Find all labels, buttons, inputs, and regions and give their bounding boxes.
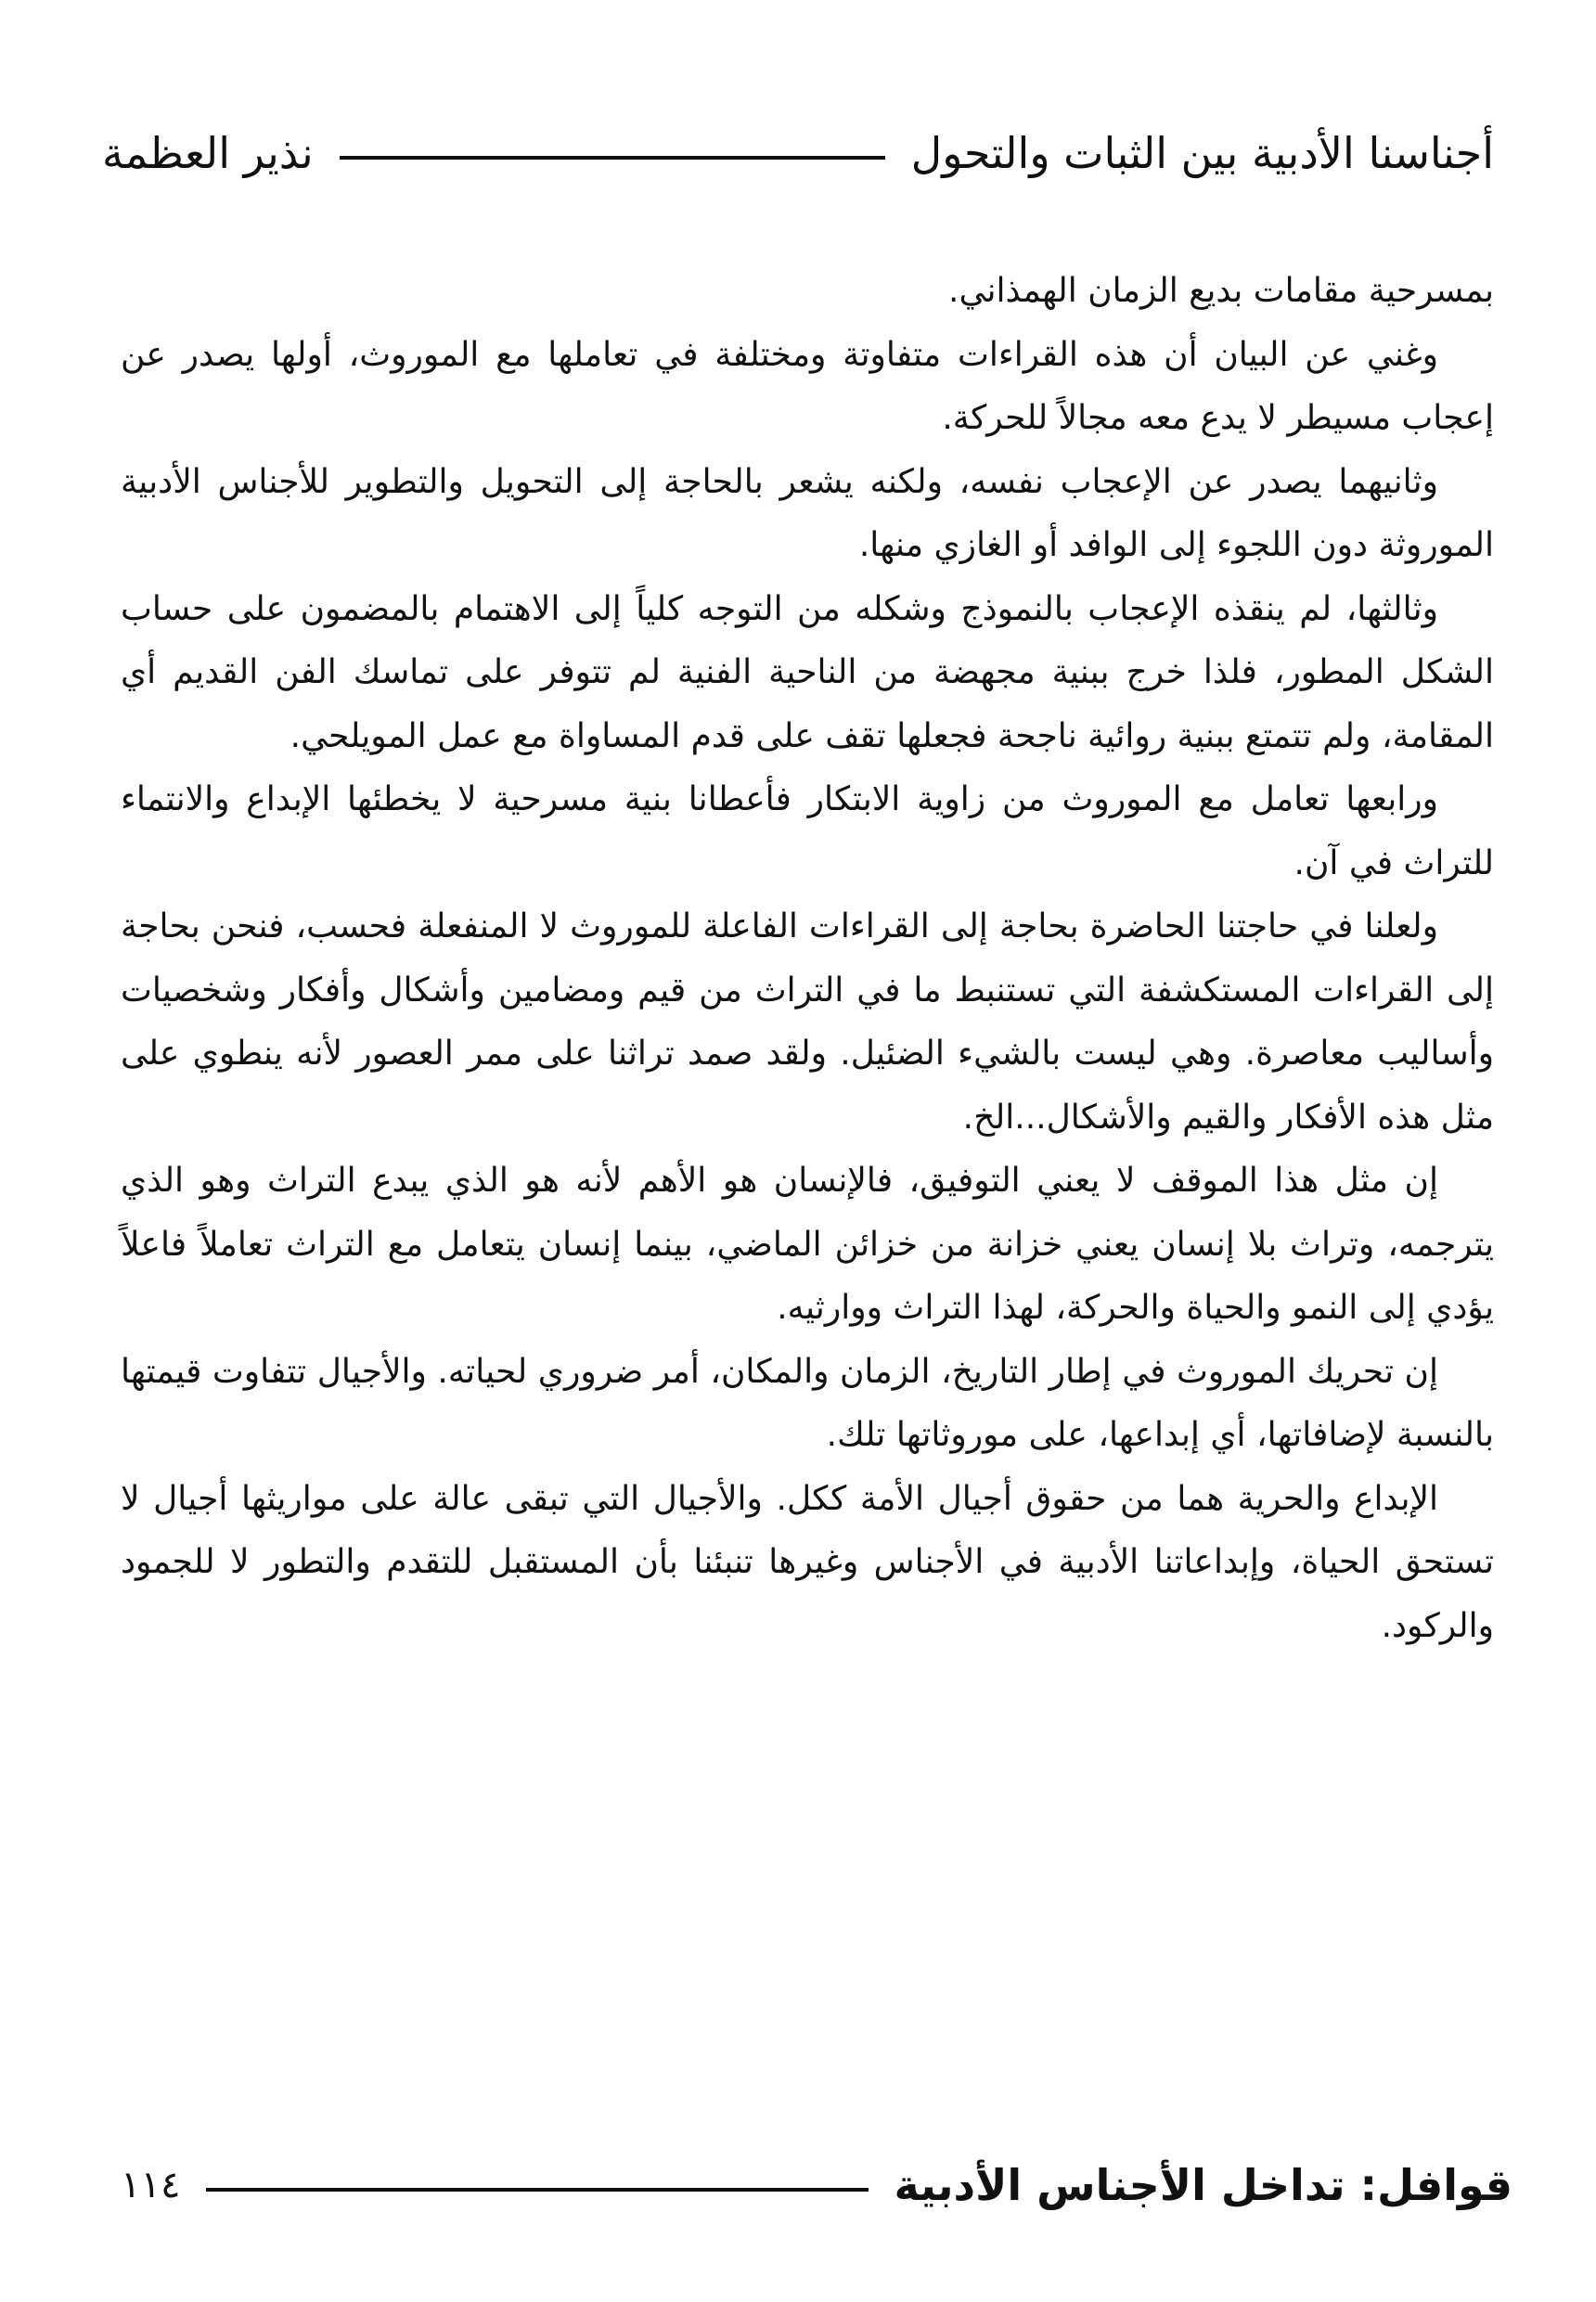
paragraph-4: وثالثها، لم ينقذه الإعجاب بالنموذج وشكله من التوجه كلياً إلى الاهتمام بالمضمون على حساب الشكل المطور، فلذا خرج ببنية مجهضة من الناحية الفنية لم تتوفر على تماسك الفن القديم أي المقامة، ولم تتمتع ببنية روائية ناجحة فجعلها تقف على قدم المساواة مع عمل المويلحي. [121, 589, 1494, 755]
page-body [121, 260, 1494, 1658]
paragraph-5: ورابعها تعامل مع الموروث من زاوية الابتكار فأعطانا بنية مسرحية لا يخطئها الإبداع والانتماء للتراث في آن. [121, 780, 1494, 882]
paragraph-2: وغني عن البيان أن هذه القراءات متفاوتة ومختلفة في تعاملها مع الموروث، أولها يصدر عن إعجاب مسيطر لا يدع معه مجالاً للحركة. [121, 335, 1494, 437]
paragraph-8: إن تحريك الموروث في إطار التاريخ، الزمان والمكان، أمر ضروري لحياته. والأجيال تتفاوت قيمتها بالنسبة لإضافاتها، أي إبداعها، على موروثاتها تلك. [121, 1352, 1494, 1454]
paragraph-1: بمسرحية مقامات بديع الزمان الهمذاني. [948, 272, 1494, 310]
paragraph-3: وثانيهما يصدر عن الإعجاب نفسه، ولكنه يشعر بالحاجة إلى التحويل والتطوير للأجناس الأدبية الموروثة دون اللجوء إلى الوافد أو الغازي منها. [121, 462, 1494, 564]
header-rule [340, 156, 885, 160]
page-number: ١١٤ [121, 2164, 181, 2206]
footer-rule [206, 2188, 868, 2192]
paragraph-9: الإبداع والحرية هما من حقوق أجيال الأمة ككل. والأجيال التي تبقى عالة على مواريثها أجيال لا تستحق الحياة، وإبداعاتنا الأدبية في الأجناس وغيرها تنبئنا بأن المستقبل للتقدم والتطور لا للجمود والركود. [121, 1479, 1494, 1645]
author-name: نذير العظمة [102, 128, 314, 178]
running-footer [121, 2153, 1512, 2218]
running-header [102, 121, 1494, 186]
paragraph-7: إن مثل هذا الموقف لا يعني التوفيق، فالإنسان هو الأهم لأنه هو الذي يبدع التراث وهو الذي يترجمه، وتراث بلا إنسان يعني خزانة من خزائن الماضي، بينما إنسان يتعامل مع التراث تعاملاً فاعلاً يؤدي إلى النمو والحياة والحركة، لهذا التراث ووارثيه. [121, 1162, 1494, 1327]
paragraph-6: ولعلنا في حاجتنا الحاضرة بحاجة إلى القراءات الفاعلة للموروث لا المنفعلة فحسب، فنحن بحاجة إلى القراءات المستكشفة التي تستنبط ما في التراث من قيم ومضامين وأشكال وأفكار وشخصيات وأساليب معاصرة. وهي ليست بالشيء الضئيل. ولقد صمد تراثنا على ممر العصور لأنه ينطوي على مثل هذه الأفكار والقيم والأشكال...الخ. [121, 907, 1494, 1137]
book-title: أجناسنا الأدبية بين الثبات والتحول [910, 128, 1494, 178]
series-title: قوافل: تداخل الأجناس الأدبية [894, 2160, 1512, 2210]
